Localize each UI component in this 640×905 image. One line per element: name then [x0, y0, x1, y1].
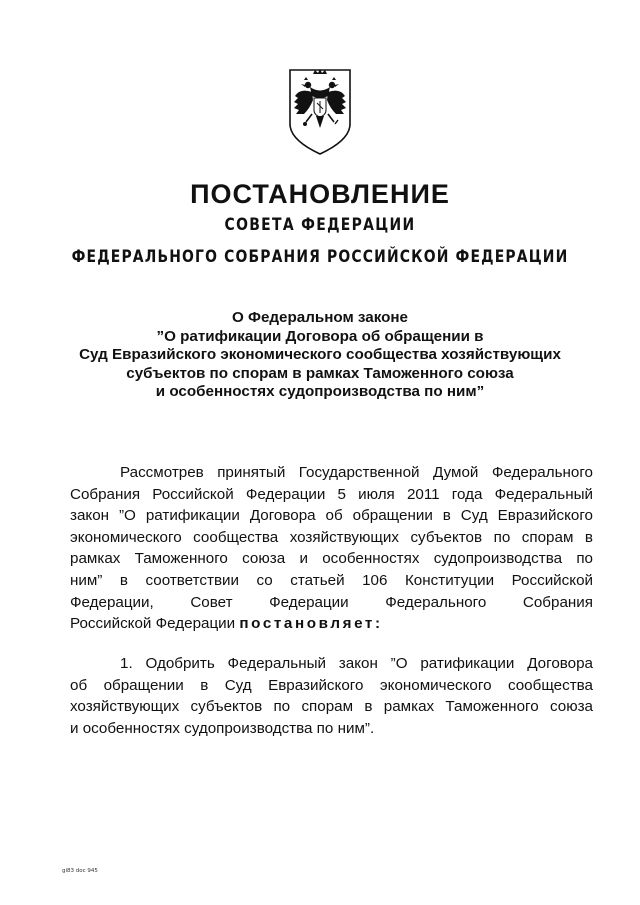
paragraph-line: и особенностях судопроизводства по ним”.: [70, 719, 375, 737]
paragraph-line: 1. Одобрить Федеральный закон ”О ратификации Договора: [120, 655, 593, 672]
paragraph-line-prefix: Российской Федерации: [70, 615, 236, 633]
paragraph-line: рамках Таможенного союза и особенностях судопроизводства по: [70, 550, 593, 568]
subject-heading: [0, 309, 640, 402]
paragraph-line: ним” в соответствии со статьей 106 Конституции Российской: [70, 571, 593, 589]
subject-line: и особенностях судопроизводства по ним”: [155, 383, 485, 400]
paragraph-line: Собрания Российской Федерации 5 июля 2011 года Федеральный: [70, 485, 593, 503]
resolution-item-1: [70, 653, 593, 739]
paragraph-line: хозяйствующих субъектов по спорам в рамках Таможенного союза: [70, 698, 593, 716]
coat-of-arms-emblem: [286, 66, 354, 158]
subject-line: Суд Евразийского экономического сообщества хозяйствующих: [79, 346, 561, 363]
resolution-keyword: постановляет:: [239, 615, 383, 633]
subject-line: субъектов по спорам в рамках Таможенного союза: [126, 364, 514, 382]
paragraph-line: закон ”О ратификации Договора об обращении в Суд Евразийского: [70, 507, 593, 525]
subject-line: ”О ратификации Договора об обращении в: [156, 327, 484, 345]
document-code: gi83 doc 945: [62, 868, 98, 874]
preamble-paragraph: [70, 462, 593, 635]
paragraph-line: экономического сообщества хозяйствующих субъектов по спорам в: [70, 528, 593, 546]
subject-line: О Федеральном законе: [231, 309, 409, 326]
paragraph-line: об обращении в Суд Евразийского экономического сообщества: [70, 676, 593, 694]
paragraph-line: [70, 613, 593, 635]
paragraph-line: Федерации, Совет Федерации Федерального Собрания: [70, 593, 593, 611]
issuer-line-1: СОВЕТА ФЕДЕРАЦИИ: [224, 215, 416, 235]
document-title: ПОСТАНОВЛЕНИЕ: [190, 179, 450, 209]
issuer-line-2: ФЕДЕРАЛЬНОГО СОБРАНИЯ РОССИЙСКОЙ ФЕДЕРАЦИИ: [71, 247, 569, 267]
paragraph-line: Рассмотрев принятый Государственной Думой Федерального: [120, 464, 593, 481]
